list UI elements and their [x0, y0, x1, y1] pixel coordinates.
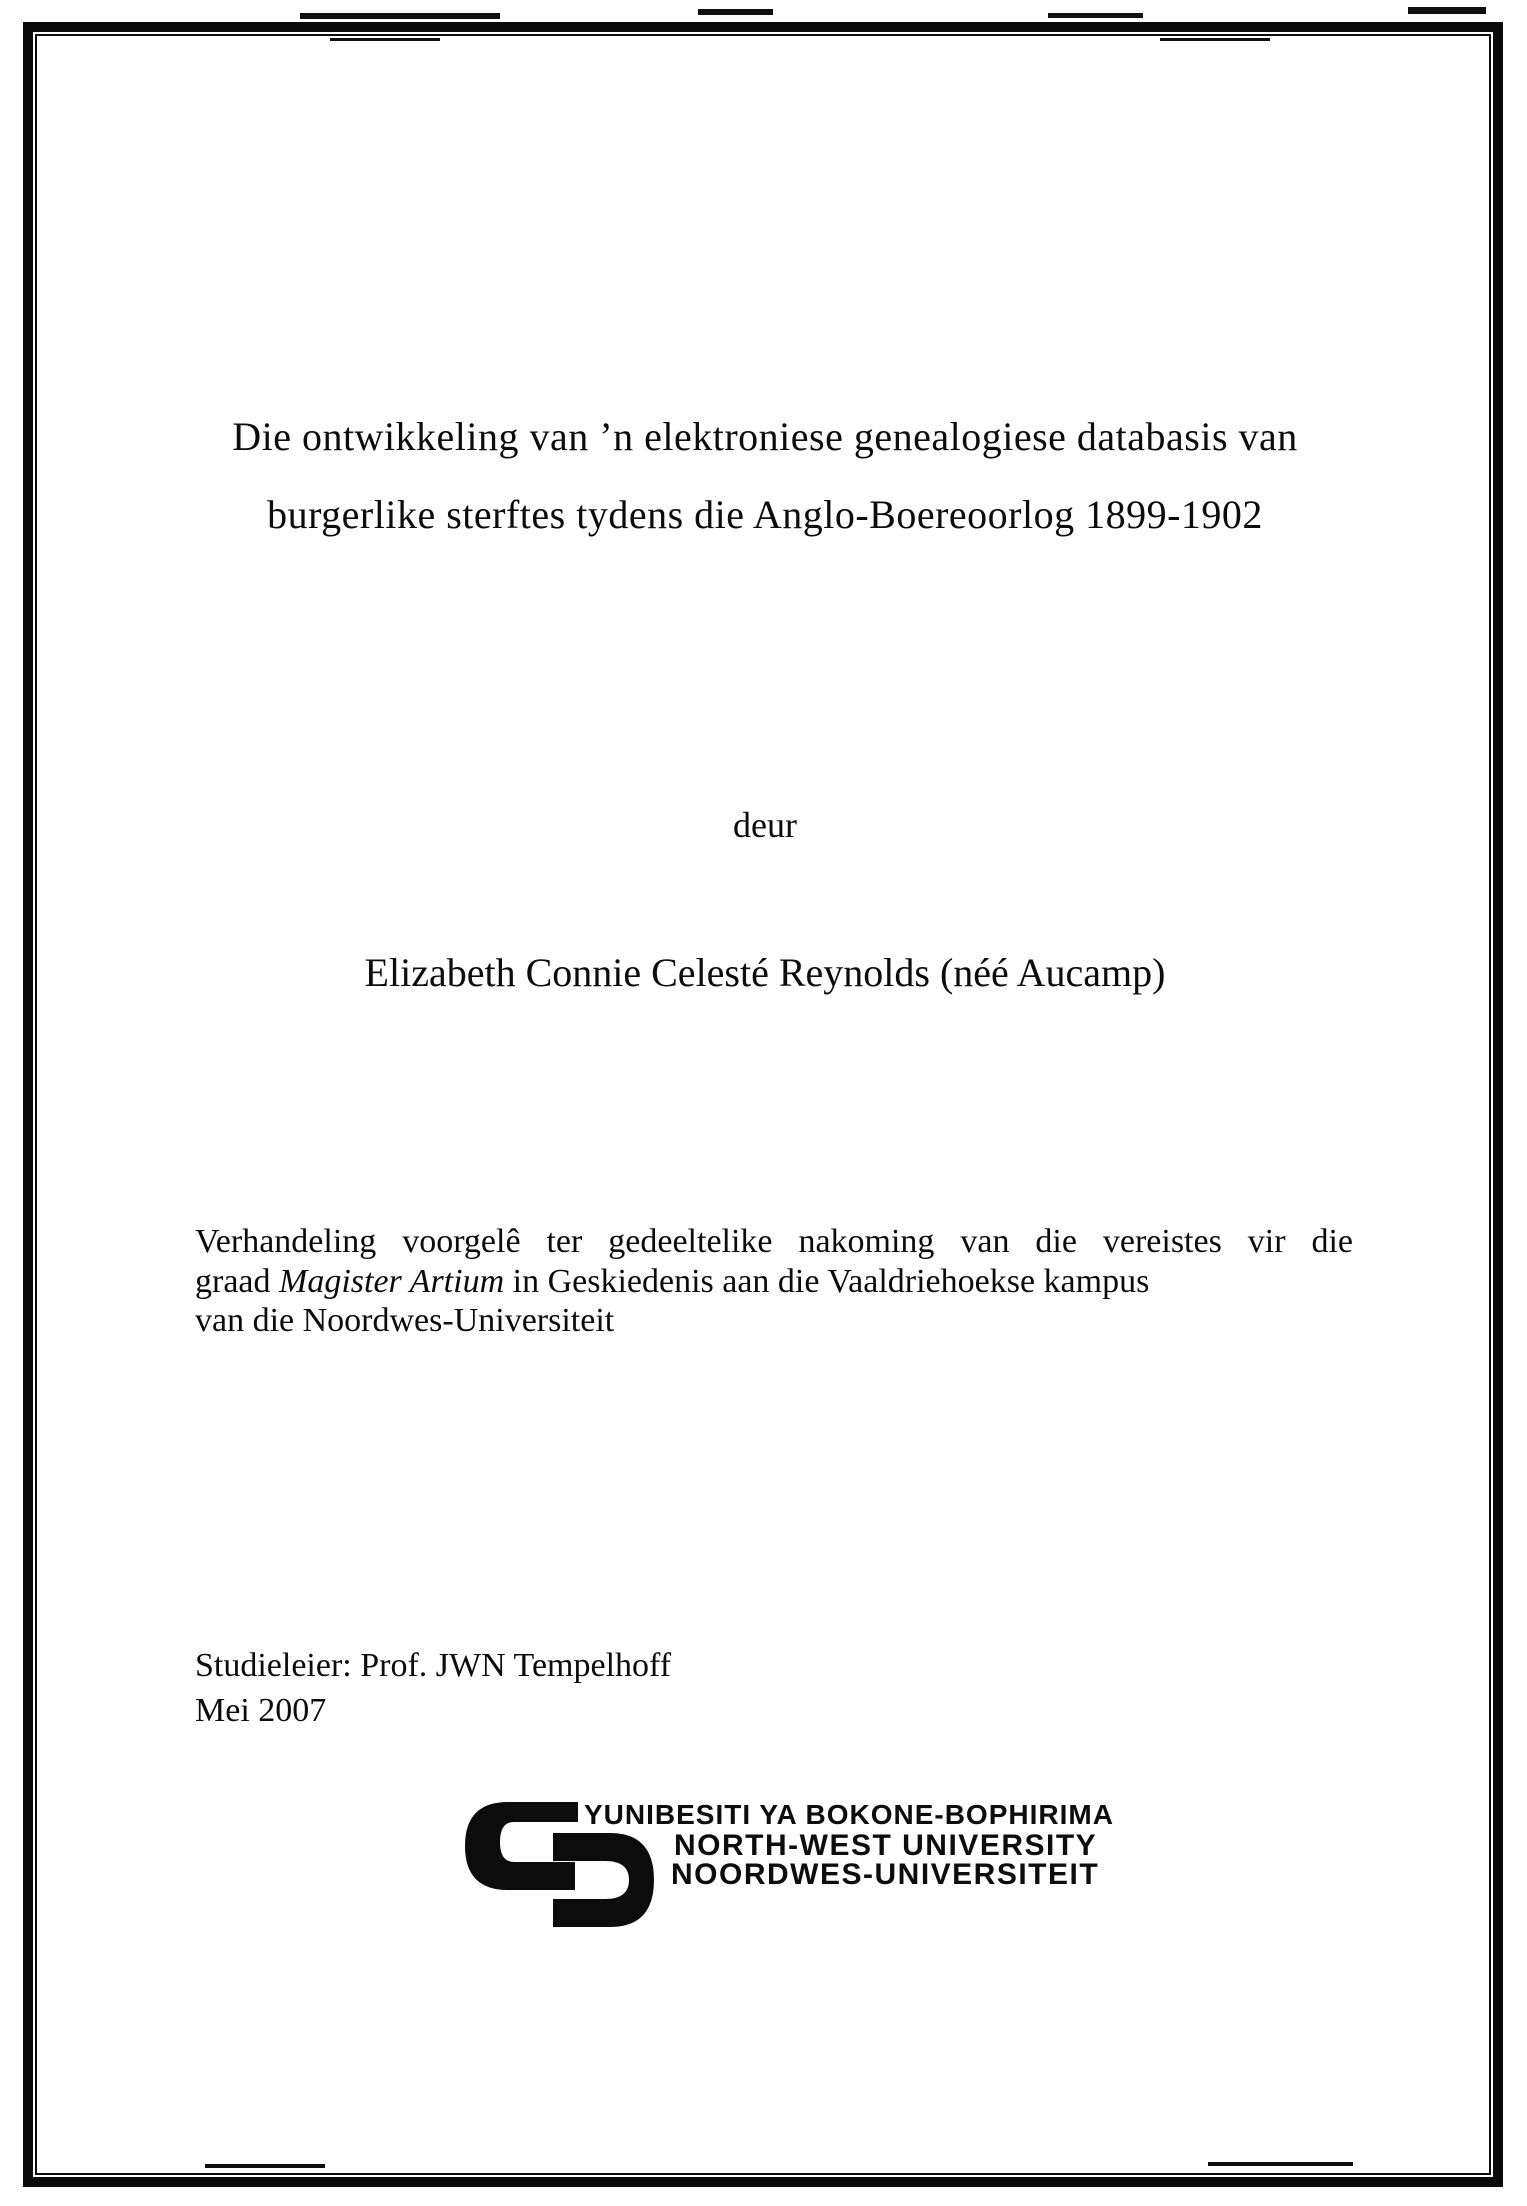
thesis-statement [195, 1222, 1353, 1341]
scan-artifact [1048, 13, 1143, 18]
logo-text-afrikaans: NOORDWES-UNIVERSITEIT [671, 1858, 1100, 1891]
supervisor-line: Studieleier: Prof. JWN Tempelhoff [195, 1647, 672, 1684]
scan-artifact [1160, 38, 1270, 41]
statement-line2-prefix: graad [195, 1262, 280, 1300]
scan-artifact [300, 13, 500, 19]
scan-artifact [1408, 7, 1486, 14]
statement-line2 [195, 1262, 1353, 1302]
scan-artifact [330, 38, 440, 41]
scan-artifact [698, 9, 773, 15]
date-line: Mei 2007 [195, 1692, 327, 1729]
logo-text-english: NORTH-WEST UNIVERSITY [674, 1829, 1098, 1862]
thesis-title-line2: burgerlike sterftes tydens die Anglo-Boereoorlog 1899-1902 [267, 492, 1263, 537]
degree-name: Magister Artium [279, 1262, 505, 1300]
scan-artifact [1208, 2162, 1353, 2166]
statement-line1: Verhandeling voorgelê ter gedeeltelike nakoming van die vereistes vir die [195, 1223, 1353, 1260]
supervisor-block [195, 1643, 671, 1733]
statement-line2-suffix: in Geskiedenis aan die Vaaldriehoekse kampus [504, 1262, 1150, 1300]
author-name: Elizabeth Connie Celesté Reynolds (néé Aucamp) [364, 950, 1166, 995]
logo-text-setswana: YUNIBESITI YA BOKONE-BOPHIRIMA [584, 1799, 1114, 1830]
byline-label: deur [733, 805, 797, 845]
thesis-title [45, 398, 1485, 554]
thesis-title-line1: Die ontwikkeling van ’n elektroniese genealogiese databasis van [232, 414, 1298, 459]
statement-line3: van die Noordwes-Universiteit [195, 1302, 615, 1339]
scan-artifact [205, 2164, 325, 2168]
